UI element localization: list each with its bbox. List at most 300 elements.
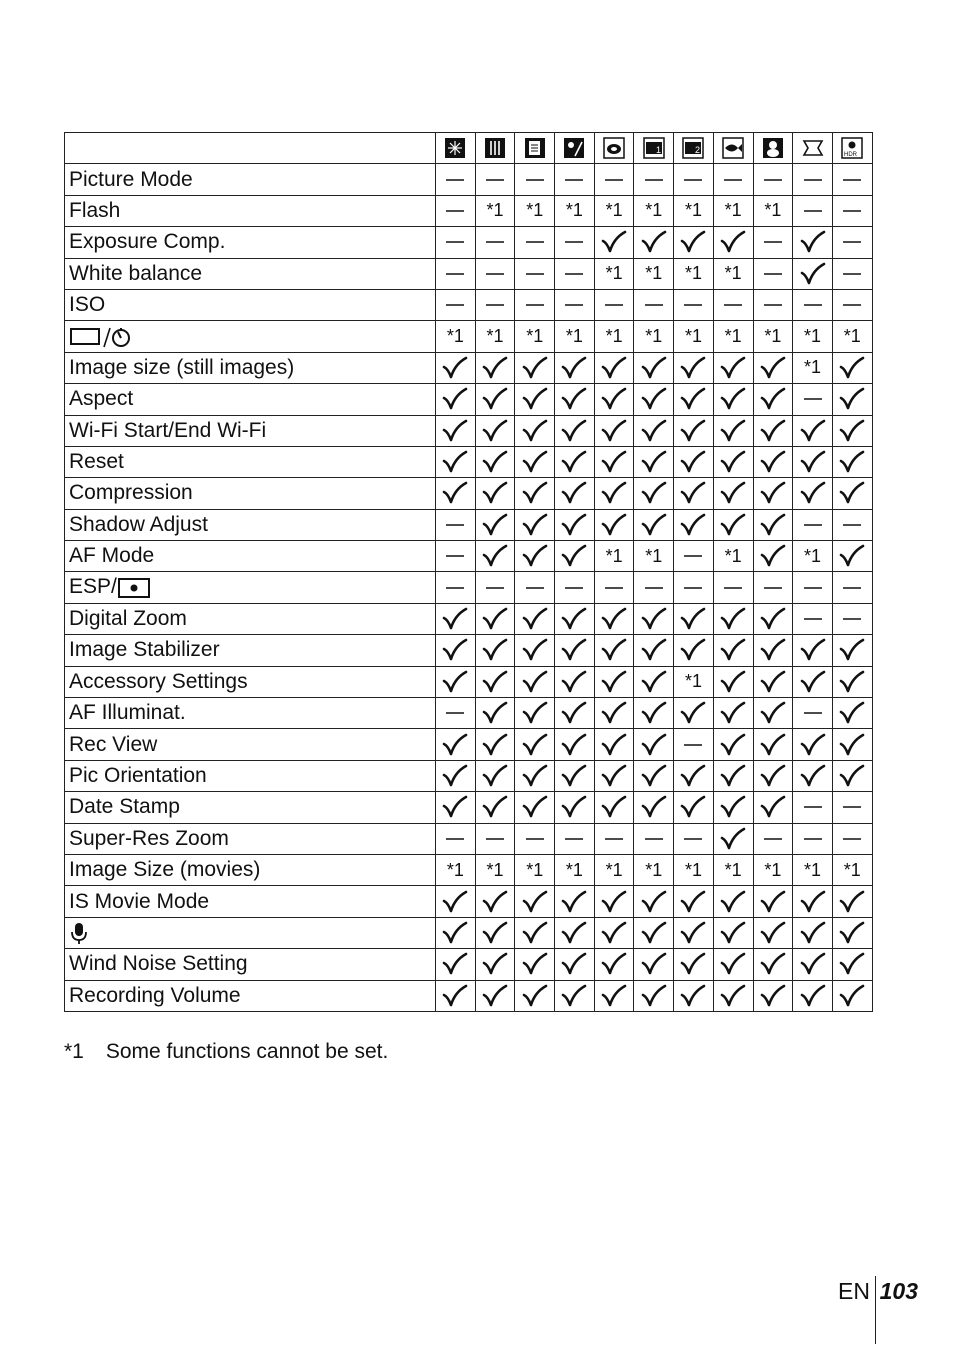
row-label — [65, 321, 436, 352]
row-label — [65, 635, 436, 666]
check-mark-cell — [594, 603, 634, 634]
check-mark-icon — [634, 606, 673, 632]
footnote-ref: *1 — [724, 200, 742, 221]
check-mark-cell — [793, 415, 833, 446]
dash-cell — [753, 572, 793, 603]
footnote-ref-cell — [515, 854, 555, 885]
check-mark-icon — [793, 449, 832, 475]
dash-mark — [793, 617, 832, 621]
footnote-ref: *1 — [605, 859, 623, 880]
check-mark-icon — [634, 794, 673, 820]
footnote-ref: *1 — [526, 200, 544, 221]
check-mark-icon — [476, 763, 515, 789]
check-mark-icon — [714, 512, 753, 538]
check-mark-cell — [674, 227, 714, 258]
row-label — [65, 760, 436, 791]
snow-scene-icon — [762, 137, 784, 159]
check-mark-cell — [515, 980, 555, 1011]
check-mark-cell — [753, 415, 793, 446]
dash-cell — [475, 227, 515, 258]
check-mark-icon — [634, 763, 673, 789]
dash-mark — [515, 586, 554, 590]
check-mark-cell — [634, 698, 674, 729]
check-mark-cell — [475, 886, 515, 917]
footnote-ref: *1 — [486, 326, 504, 347]
check-mark-cell — [594, 352, 634, 383]
dash-cell — [436, 541, 476, 572]
check-mark-icon — [595, 355, 634, 381]
table-row — [65, 415, 873, 446]
check-mark-icon — [595, 920, 634, 946]
row-label-text: ISO — [69, 293, 106, 317]
footnote-ref: *1 — [684, 326, 702, 347]
dash-mark — [674, 586, 713, 590]
check-mark-cell — [555, 760, 595, 791]
check-mark-icon — [833, 669, 872, 695]
dash-cell — [594, 572, 634, 603]
footnote-ref: *1 — [843, 859, 861, 880]
check-mark-icon — [476, 480, 515, 506]
check-mark-icon — [833, 889, 872, 915]
check-mark-cell — [436, 666, 476, 697]
check-mark-cell — [793, 949, 833, 980]
check-mark-cell — [753, 541, 793, 572]
dash-cell — [753, 258, 793, 289]
check-mark-cell — [555, 415, 595, 446]
check-mark-cell — [753, 698, 793, 729]
check-mark-cell — [475, 352, 515, 383]
check-mark-icon — [515, 386, 554, 412]
check-mark-icon — [634, 512, 673, 538]
check-mark-icon — [714, 889, 753, 915]
check-mark-icon — [714, 732, 753, 758]
check-mark-cell — [713, 917, 753, 948]
row-label — [65, 949, 436, 980]
footnote-ref-cell — [674, 321, 714, 352]
row-label — [65, 917, 436, 948]
check-mark-icon — [754, 512, 793, 538]
check-mark-cell — [674, 603, 714, 634]
dash-cell — [475, 572, 515, 603]
dash-mark — [634, 303, 673, 307]
check-mark-cell — [753, 478, 793, 509]
check-mark-icon — [595, 512, 634, 538]
row-label — [65, 541, 436, 572]
footnote-ref-cell — [634, 541, 674, 572]
row-label-text: Super-Res Zoom — [69, 826, 229, 850]
check-mark-icon — [754, 637, 793, 663]
microphone-icon — [69, 921, 89, 944]
check-mark-icon — [515, 669, 554, 695]
dash-cell — [793, 384, 833, 415]
check-mark-icon — [436, 418, 475, 444]
footnote-ref-cell — [674, 195, 714, 226]
header-cell — [713, 133, 753, 164]
header-cell — [436, 133, 476, 164]
header-cell — [832, 133, 872, 164]
check-mark-cell — [832, 917, 872, 948]
check-mark-cell — [594, 760, 634, 791]
check-mark-icon — [436, 480, 475, 506]
check-mark-cell — [832, 949, 872, 980]
check-mark-cell — [793, 980, 833, 1011]
row-label — [65, 352, 436, 383]
dash-mark — [555, 178, 594, 182]
check-mark-cell — [713, 823, 753, 854]
dash-mark — [793, 178, 832, 182]
row-label-text: ESP/ — [69, 575, 117, 599]
footnote-ref: *1 — [804, 859, 822, 880]
footnote-ref: *1 — [764, 200, 782, 221]
check-mark-cell — [753, 886, 793, 917]
dash-mark — [833, 303, 872, 307]
check-mark-cell — [634, 949, 674, 980]
check-mark-icon — [476, 418, 515, 444]
check-mark-cell — [515, 760, 555, 791]
check-mark-icon — [476, 355, 515, 381]
check-mark-cell — [832, 446, 872, 477]
footnote-ref: *1 — [843, 326, 861, 347]
row-label — [65, 258, 436, 289]
check-mark-cell — [555, 384, 595, 415]
table-row — [65, 164, 873, 195]
check-mark-cell — [793, 729, 833, 760]
check-mark-cell — [832, 352, 872, 383]
footnote-ref-cell — [634, 321, 674, 352]
dash-mark — [754, 303, 793, 307]
row-label-text: Aspect — [69, 387, 134, 411]
dash-mark — [793, 209, 832, 213]
dash-mark — [595, 837, 634, 841]
dash-cell — [515, 289, 555, 320]
check-mark-icon — [634, 669, 673, 695]
table-row — [65, 195, 873, 226]
check-mark-icon — [595, 763, 634, 789]
table-row — [65, 792, 873, 823]
check-mark-icon — [714, 669, 753, 695]
check-mark-icon — [754, 920, 793, 946]
dash-mark — [436, 586, 475, 590]
footnote-ref: *1 — [804, 357, 822, 378]
check-mark-cell — [634, 509, 674, 540]
check-mark-cell — [594, 698, 634, 729]
check-mark-cell — [674, 635, 714, 666]
check-mark-icon — [555, 920, 594, 946]
footnote-ref-cell — [515, 195, 555, 226]
row-label — [65, 478, 436, 509]
check-mark-cell — [555, 352, 595, 383]
dash-mark — [555, 303, 594, 307]
check-mark-icon — [436, 794, 475, 820]
dash-cell — [475, 289, 515, 320]
check-mark-icon — [515, 606, 554, 632]
check-mark-icon — [754, 418, 793, 444]
cuisine-scene-icon — [484, 137, 506, 159]
drive-selftimer-icon — [69, 324, 133, 347]
header-cell — [674, 133, 714, 164]
header-cell — [753, 133, 793, 164]
row-label — [65, 603, 436, 634]
check-mark-cell — [475, 635, 515, 666]
check-mark-cell — [555, 541, 595, 572]
dash-cell — [436, 195, 476, 226]
check-mark-cell — [594, 886, 634, 917]
check-mark-icon — [674, 449, 713, 475]
dash-mark — [436, 303, 475, 307]
check-mark-icon — [754, 763, 793, 789]
dash-cell — [555, 164, 595, 195]
footnote-ref: *1 — [764, 859, 782, 880]
dash-cell — [793, 792, 833, 823]
check-mark-icon — [714, 386, 753, 412]
check-mark-cell — [555, 980, 595, 1011]
check-mark-cell — [634, 384, 674, 415]
check-mark-icon — [555, 669, 594, 695]
dash-cell — [436, 698, 476, 729]
check-mark-cell — [634, 227, 674, 258]
dash-mark — [754, 178, 793, 182]
dash-cell — [475, 258, 515, 289]
check-mark-icon — [674, 418, 713, 444]
footnote-ref: *1 — [486, 200, 504, 221]
footnote-ref: *1 — [486, 859, 504, 880]
table-row — [65, 289, 873, 320]
check-mark-cell — [832, 384, 872, 415]
dash-mark — [515, 240, 554, 244]
row-label — [65, 698, 436, 729]
dash-cell — [515, 258, 555, 289]
check-mark-cell — [515, 415, 555, 446]
table-row — [65, 227, 873, 258]
dash-mark — [833, 178, 872, 182]
table-row — [65, 666, 873, 697]
check-mark-icon — [515, 543, 554, 569]
footnote-ref-cell — [634, 854, 674, 885]
dash-mark — [674, 837, 713, 841]
row-label-text: White balance — [69, 261, 203, 285]
check-mark-cell — [555, 509, 595, 540]
check-mark-icon — [476, 543, 515, 569]
check-mark-cell — [436, 949, 476, 980]
check-mark-cell — [475, 917, 515, 948]
footnote-marker: *1 — [64, 1040, 84, 1063]
check-mark-icon — [674, 480, 713, 506]
table-row — [65, 854, 873, 885]
dash-cell — [793, 509, 833, 540]
check-mark-icon — [634, 983, 673, 1009]
footnote-ref: *1 — [804, 545, 822, 566]
footnote-ref: *1 — [804, 326, 822, 347]
check-mark-icon — [833, 700, 872, 726]
check-mark-icon — [754, 951, 793, 977]
dash-cell — [832, 258, 872, 289]
dash-cell — [832, 603, 872, 634]
check-mark-icon — [793, 669, 832, 695]
check-mark-icon — [555, 386, 594, 412]
check-mark-cell — [634, 415, 674, 446]
dash-mark — [793, 523, 832, 527]
panorama-scene-icon — [802, 137, 824, 159]
check-mark-icon — [515, 983, 554, 1009]
dash-cell — [832, 164, 872, 195]
check-mark-icon — [476, 669, 515, 695]
check-mark-cell — [753, 917, 793, 948]
fish-scene-icon — [722, 137, 744, 159]
check-mark-icon — [714, 637, 753, 663]
footnote-ref: *1 — [645, 545, 663, 566]
footnote-ref-cell — [555, 195, 595, 226]
fireworks-scene-icon — [444, 137, 466, 159]
check-mark-cell — [634, 792, 674, 823]
check-mark-icon — [436, 920, 475, 946]
check-mark-cell — [832, 698, 872, 729]
check-mark-cell — [515, 446, 555, 477]
footnote-ref: *1 — [565, 859, 583, 880]
row-label — [65, 886, 436, 917]
check-mark-cell — [594, 635, 634, 666]
dash-mark — [515, 272, 554, 276]
row-label — [65, 289, 436, 320]
row-label-text: Date Stamp — [69, 795, 180, 819]
check-mark-cell — [753, 509, 793, 540]
dash-cell — [634, 289, 674, 320]
dash-mark — [674, 178, 713, 182]
dash-cell — [793, 603, 833, 634]
table-row — [65, 729, 873, 760]
dash-cell — [436, 572, 476, 603]
check-mark-icon — [595, 386, 634, 412]
footnote-ref-cell — [594, 541, 634, 572]
check-mark-icon — [436, 355, 475, 381]
check-mark-icon — [595, 606, 634, 632]
check-mark-cell — [475, 698, 515, 729]
dash-mark — [754, 837, 793, 841]
check-mark-icon — [595, 229, 634, 255]
dash-mark — [595, 178, 634, 182]
check-mark-icon — [634, 920, 673, 946]
row-label-text: Reset — [69, 450, 124, 474]
footnote-ref: *1 — [526, 859, 544, 880]
check-mark-cell — [713, 384, 753, 415]
table-row — [65, 635, 873, 666]
dash-mark — [793, 711, 832, 715]
footnote-ref-cell — [436, 854, 476, 885]
check-mark-icon — [714, 763, 753, 789]
footnote-ref: *1 — [605, 200, 623, 221]
check-mark-cell — [634, 478, 674, 509]
row-label-text: Flash — [69, 198, 121, 222]
row-label-text: Pic Orientation — [69, 764, 207, 787]
footnote-ref-cell — [594, 854, 634, 885]
check-mark-icon — [476, 700, 515, 726]
dash-cell — [753, 289, 793, 320]
row-label — [65, 823, 436, 854]
header-cell — [594, 133, 634, 164]
check-mark-cell — [515, 698, 555, 729]
check-mark-icon — [793, 983, 832, 1009]
footnote-ref: *1 — [526, 326, 544, 347]
row-label-text: Rec View — [69, 732, 158, 756]
check-mark-cell — [436, 729, 476, 760]
check-mark-cell — [674, 917, 714, 948]
check-mark-icon — [595, 889, 634, 915]
dash-cell — [634, 572, 674, 603]
dash-cell — [674, 572, 714, 603]
check-mark-cell — [713, 980, 753, 1011]
check-mark-cell — [436, 917, 476, 948]
check-mark-icon — [595, 669, 634, 695]
check-mark-cell — [515, 603, 555, 634]
check-mark-icon — [555, 355, 594, 381]
check-mark-icon — [515, 512, 554, 538]
check-mark-cell — [713, 509, 753, 540]
check-mark-icon — [793, 951, 832, 977]
dash-mark — [674, 743, 713, 747]
footnote-ref: *1 — [684, 859, 702, 880]
check-mark-icon — [793, 763, 832, 789]
check-mark-cell — [674, 980, 714, 1011]
dash-cell — [555, 258, 595, 289]
table-row — [65, 509, 873, 540]
footnote-ref-cell — [753, 854, 793, 885]
row-label — [65, 792, 436, 823]
table-row — [65, 478, 873, 509]
check-mark-icon — [436, 983, 475, 1009]
footnote-ref: *1 — [724, 545, 742, 566]
check-mark-icon — [634, 449, 673, 475]
footnote-ref-cell — [475, 854, 515, 885]
row-label-text: Shadow Adjust — [69, 512, 208, 536]
check-mark-icon — [436, 951, 475, 977]
dash-cell — [793, 823, 833, 854]
row-label-text: AF Illuminat. — [69, 701, 186, 725]
dash-mark — [436, 240, 475, 244]
row-label-text: Digital Zoom — [69, 607, 187, 631]
dash-cell — [594, 164, 634, 195]
check-mark-icon — [754, 606, 793, 632]
check-mark-cell — [594, 509, 634, 540]
check-mark-cell — [634, 352, 674, 383]
check-mark-cell — [436, 635, 476, 666]
check-mark-icon — [555, 512, 594, 538]
check-mark-icon — [754, 700, 793, 726]
check-mark-cell — [832, 541, 872, 572]
footnote-ref-cell — [753, 321, 793, 352]
dash-mark — [634, 178, 673, 182]
underwater-macro1-scene-icon — [643, 137, 665, 159]
dash-mark — [674, 554, 713, 558]
dash-mark — [714, 586, 753, 590]
check-mark-icon — [476, 920, 515, 946]
dash-cell — [674, 729, 714, 760]
check-mark-cell — [436, 792, 476, 823]
dash-cell — [793, 289, 833, 320]
check-mark-icon — [436, 763, 475, 789]
dash-cell — [515, 227, 555, 258]
check-mark-icon — [793, 920, 832, 946]
check-mark-cell — [674, 792, 714, 823]
footnote-ref: *1 — [565, 200, 583, 221]
footnote-ref-cell — [832, 854, 872, 885]
check-mark-cell — [594, 446, 634, 477]
footnote-ref-cell — [793, 854, 833, 885]
check-mark-icon — [555, 543, 594, 569]
check-mark-icon — [674, 637, 713, 663]
underwater-macro2-scene-icon — [682, 137, 704, 159]
check-mark-icon — [714, 229, 753, 255]
footnote-ref: *1 — [605, 326, 623, 347]
check-mark-cell — [713, 446, 753, 477]
